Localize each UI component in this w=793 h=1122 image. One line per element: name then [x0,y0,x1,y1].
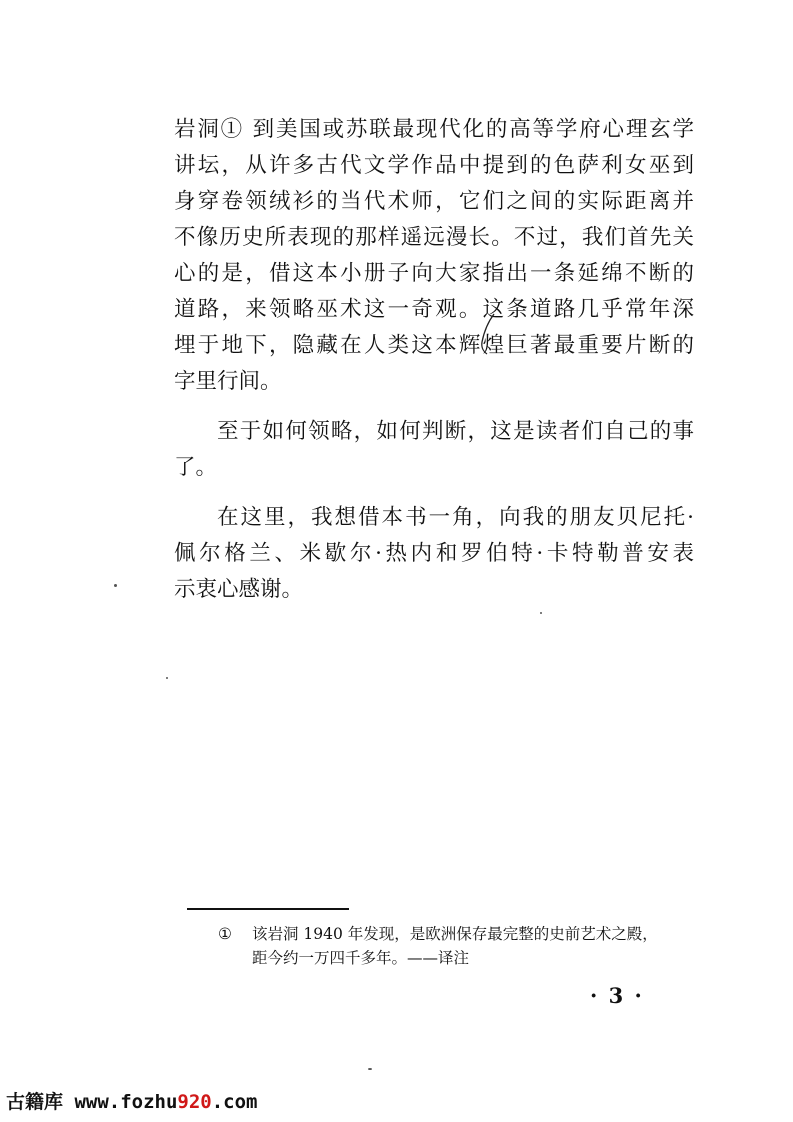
text-line: 埋于地下，隐藏在人类这本辉煌巨著最重要片断的 [174,333,694,358]
footnote-divider [187,908,349,910]
footnote-line [218,922,696,946]
pen-annotation-mark [478,312,498,356]
text-line: 身穿卷领绒衫的当代术师，它们之间的实际距离并 [174,189,694,214]
scan-speck [114,584,117,587]
text-line: 示衷心感谢。 [174,577,304,602]
text-line: 不像历史所表现的那样遥远漫长。不过，我们首先关 [174,225,694,250]
scan-speck [368,1068,372,1070]
text-line: 至于如何领略，如何判断，这是读者们自己的事 [217,419,694,444]
text-line: 道路，来领略巫术这一奇观。这条道路几乎常年深 [174,297,694,322]
text-line: 岩洞① 到美国或苏联最现代化的高等学府心理玄学 [174,117,694,142]
text-line: 了。 [174,455,218,480]
footnote-line: 距今约一万四千多年。——译注 [252,949,470,967]
scan-speck [166,677,168,679]
text-line: 字里行间。 [174,369,282,394]
text-line: 心的是，借这本小册子向大家指出一条延绵不断的 [174,261,694,286]
watermark-suffix: .com [211,1091,258,1113]
text-line: 在这里，我想借本书一角，向我的朋友贝尼托· [217,505,694,530]
footnote-text: 该岩洞 1940 年发现，是欧洲保存最完整的史前艺术之殿， [252,925,658,943]
site-watermark [6,1087,257,1114]
page-number: · 3 · [590,983,644,1008]
footnote-marker: ① [218,925,232,943]
main-text [174,112,694,608]
text-line: 讲坛，从许多古代文学作品中提到的色萨利女巫到 [174,153,694,178]
scan-speck [540,612,542,614]
watermark-accent: 920 [177,1091,212,1113]
watermark-prefix: 古籍库 www.fozhu [6,1091,178,1113]
footnote [218,922,696,970]
text-line: 佩尔格兰、米歇尔·热内和罗伯特·卡特勒普安表 [174,541,694,566]
